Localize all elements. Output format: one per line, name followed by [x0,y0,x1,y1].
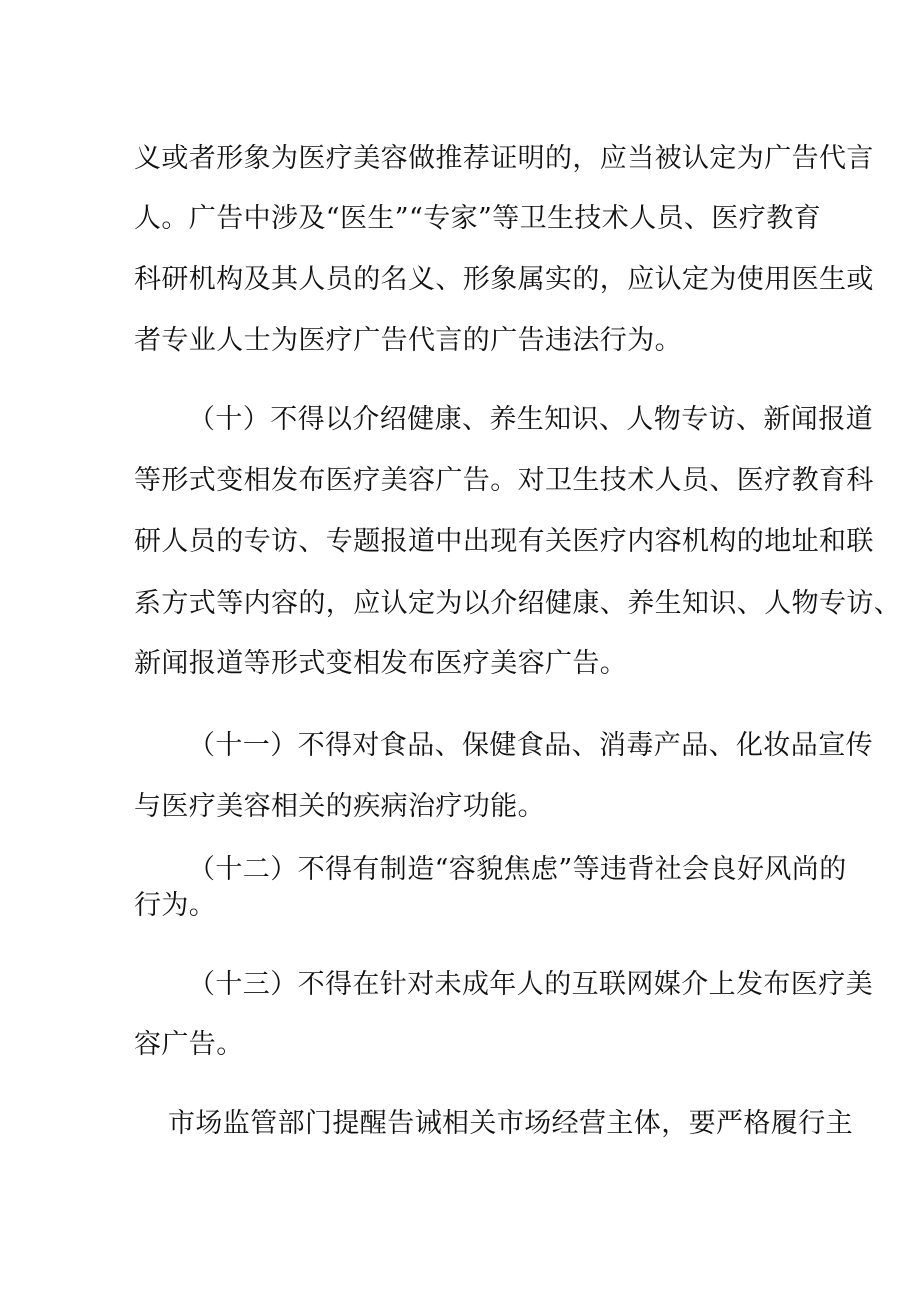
paragraph-line: （十二）不得有制造“容貌焦虑”等违背社会良好风尚的 [188,854,847,885]
paragraph-line: 人。广告中涉及“医生”“专家”等卫生技术人员、医疗教育 [134,203,822,234]
paragraph-line: （十一）不得对食品、保健食品、消毒产品、化妆品宣传 [188,730,873,761]
paragraph-line: 科研机构及其人员的名义、形象属实的，应认定为使用医生或 [134,264,874,295]
paragraph-line: 与医疗美容相关的疾病治疗功能。 [134,791,545,822]
paragraph-line: （十三）不得在针对未成年人的互联网媒介上发布医疗美 [188,969,873,1000]
paragraph-line: 义或者形象为医疗美容做推荐证明的，应当被认定为广告代言 [134,143,874,174]
paragraph-line: 新闻报道等形式变相发布医疗美容广告。 [134,648,628,679]
paragraph-line: 市场监管部门提醒告诫相关市场经营主体，要严格履行主 [168,1108,853,1139]
paragraph-line: 容广告。 [134,1029,244,1060]
paragraph-line: 者专业人士为医疗广告代言的广告违法行为。 [134,325,682,356]
paragraph-line: 研人员的专访、专题报道中出现有关医疗内容机构的地址和联 [134,526,874,557]
paragraph-line: 系方式等内容的，应认定为以介绍健康、养生知识、人物专访、 [134,588,902,619]
paragraph-line: 等形式变相发布医疗美容广告。对卫生技术人员、医疗教育科 [134,465,874,496]
paragraph-line: （十）不得以介绍健康、养生知识、人物专访、新闻报道 [188,404,873,435]
paragraph-line: 行为。 [134,890,217,921]
